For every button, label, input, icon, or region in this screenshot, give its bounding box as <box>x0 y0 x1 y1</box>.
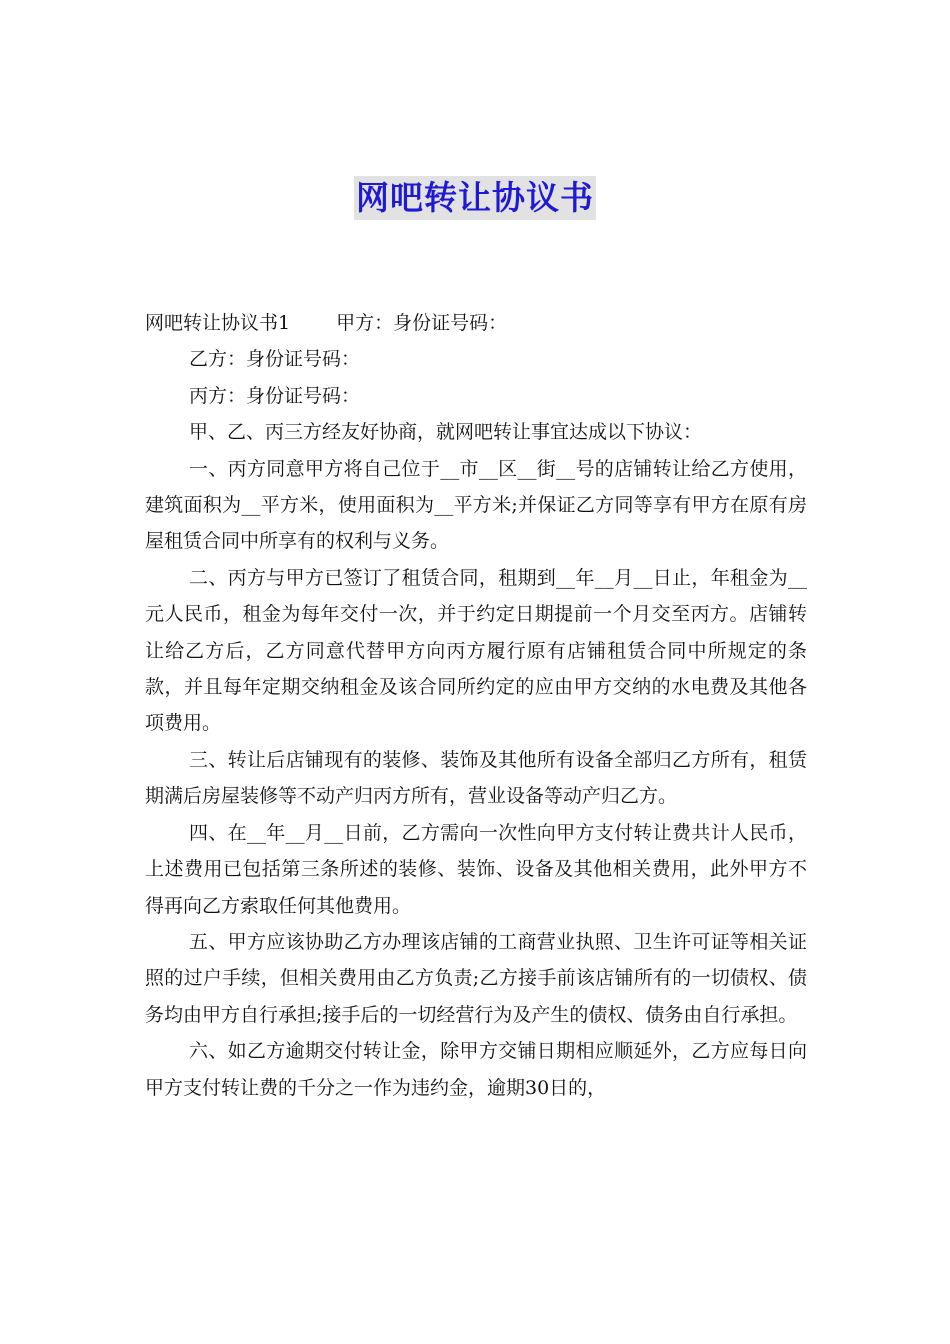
document-title: 网吧转让协议书 <box>354 176 596 220</box>
clause-5-paragraph: 五、甲方应该协助乙方办理该店铺的工商营业执照、卫生许可证等相关证照的过户手续，但相关费用由乙方负责;乙方接手前该店铺所有的一切债权、债务均由甲方自行承担;接手后的一切经营行为及产生的债权、债务由自行承担。 <box>145 930 807 1026</box>
clause-6-paragraph: 六、如乙方逾期交付转让金，除甲方交铺日期相应顺延外，乙方应每日向甲方支付转让费的千分之一作为违约金，逾期30日的， <box>145 1040 807 1099</box>
party-c-line: 丙方：身份证号码： <box>189 384 361 407</box>
party-b-line: 乙方：身份证号码： <box>189 348 361 371</box>
party-a-line: 甲方：身份证号码： <box>336 312 508 334</box>
preamble-paragraph: 甲、乙、丙三方经友好协商，就网吧转让事宜达成以下协议： <box>189 421 703 444</box>
clause-3-paragraph: 三、转让后店铺现有的装修、装饰及其他所有设备全部归乙方所有，租赁期满后房屋装修等不动产归丙方所有，营业设备等动产归乙方。 <box>145 748 807 808</box>
clause-1-paragraph: 一、丙方同意甲方将自己位于__市__区__街__号的店铺转让给乙方使用，建筑面积为__平方米，使用面积为__平方米;并保证乙方同等享有甲方在原有房屋租赁合同中所享有的权利与义务。 <box>145 457 807 553</box>
clause-4-paragraph: 四、在__年__月__日前，乙方需向一次性向甲方支付转让费共计人民币，上述费用已包括第三条所述的装修、装饰、设备及其他相关费用，此外甲方不得再向乙方索取任何其他费用。 <box>145 821 807 917</box>
document-subtitle: 网吧转让协议书1 <box>145 312 291 334</box>
title-wrapper <box>0 176 950 220</box>
document-body <box>145 305 807 1106</box>
clause-2-paragraph: 二、丙方与甲方已签订了租赁合同，租期到__年__月__日止，年租金为__元人民币，租金为每年交付一次，并于约定日期提前一个月交至丙方。店铺转让给乙方后，乙方同意代替甲方向丙方履行原有店铺租赁合同中所规定的条款，并且每年定期交纳租金及该合同所约定的应由甲方交纳的水电费及其他各项费用。 <box>145 566 807 735</box>
heading-line <box>145 305 807 341</box>
